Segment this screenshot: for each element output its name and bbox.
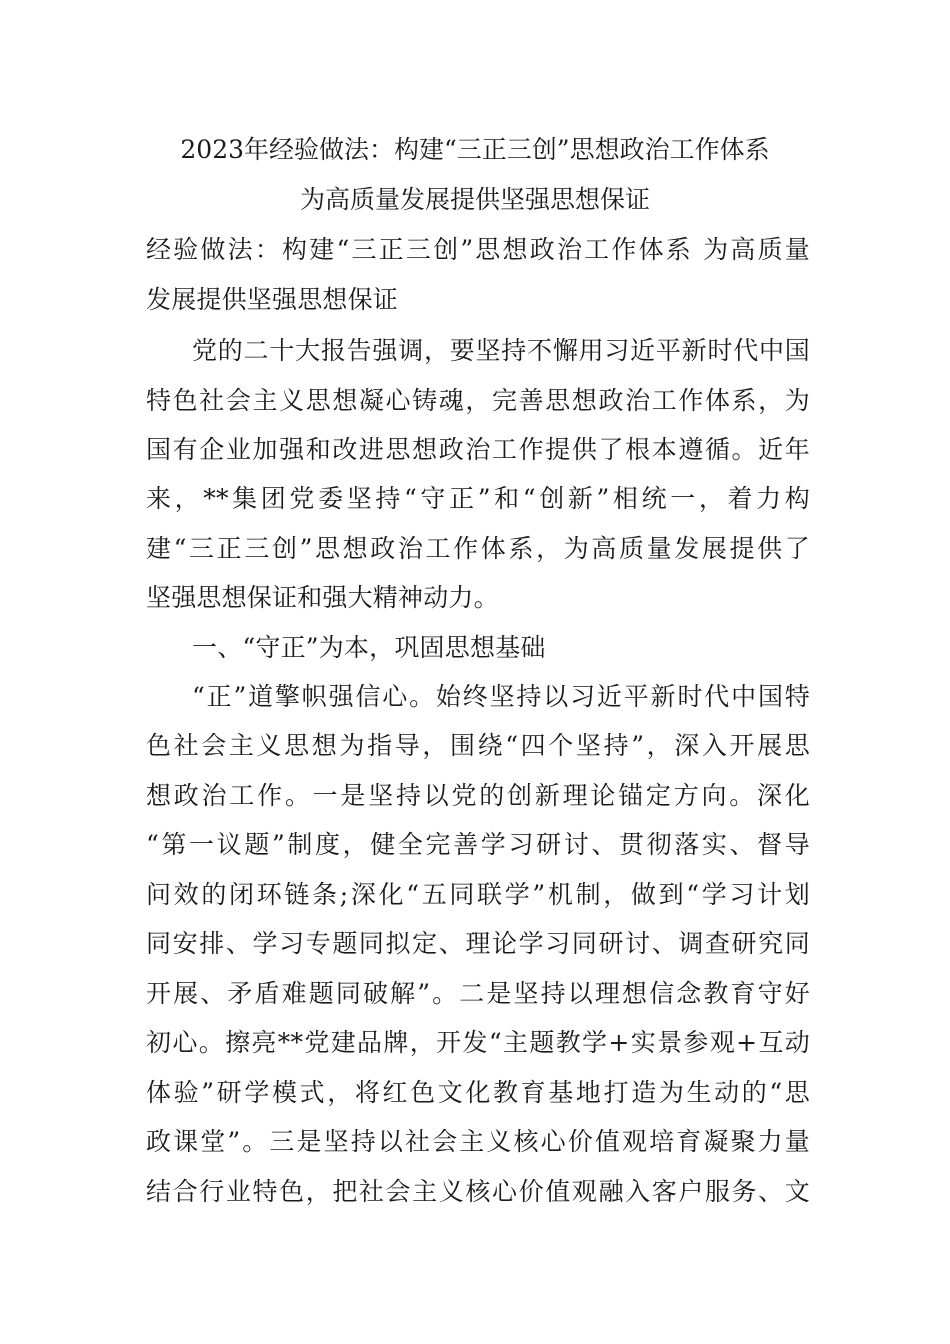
intro-line-5: 建“三正三创”思想政治工作体系，为高质量发展提供了	[146, 534, 810, 563]
intro-line-6: 坚强思想保证和强大精神动力。	[146, 583, 499, 612]
body-line-3: 想政治工作。一是坚持以党的创新理论锚定方向。深化	[146, 781, 810, 810]
body-line-5: 问效的闭环链条;深化“五同联学”机制，做到“学习计划	[146, 880, 810, 909]
intro-line-1: 党的二十大报告强调，要坚持不懈用习近平新时代中国	[192, 336, 810, 365]
intro-line-4: 来，**集团党委坚持“守正”和“创新”相统一，着力构	[146, 484, 810, 513]
subtitle-line-2: 发展提供坚强思想保证	[146, 285, 399, 314]
body-line-4: “第一议题”制度，健全完善学习研讨、贯彻落实、督导	[146, 830, 810, 859]
document-title-line-1: 2023年经验做法：构建“三正三创”思想政治工作体系	[180, 135, 770, 164]
body-line-1: “正”道擎帜强信心。始终坚持以习近平新时代中国特	[192, 682, 810, 711]
section-heading: 一、“守正”为本，巩固思想基础	[192, 633, 546, 662]
body-line-9: 体验”研学模式，将红色文化教育基地打造为生动的“思	[146, 1078, 810, 1107]
intro-line-2: 特色社会主义思想凝心铸魂，完善思想政治工作体系，为	[146, 386, 810, 415]
body-line-2: 色社会主义思想为指导，围绕“四个坚持”，深入开展思	[146, 731, 810, 760]
body-line-11: 结合行业特色，把社会主义核心价值观融入客户服务、文	[146, 1177, 810, 1206]
body-line-7: 开展、矛盾难题同破解”。二是坚持以理想信念教育守好	[146, 979, 810, 1008]
document-title-line-2: 为高质量发展提供坚强思想保证	[299, 185, 650, 214]
subtitle-line-1: 经验做法：构建“三正三创”思想政治工作体系 为高质量	[146, 235, 810, 264]
intro-line-3: 国有企业加强和改进思想政治工作提供了根本遵循。近年	[146, 435, 810, 464]
body-line-10: 政课堂”。三是坚持以社会主义核心价值观培育凝聚力量	[146, 1127, 810, 1156]
body-line-6: 同安排、学习专题同拟定、理论学习同研讨、调查研究同	[146, 929, 810, 958]
body-line-8: 初心。擦亮**党建品牌，开发“主题教学+实景参观+互动	[146, 1028, 810, 1057]
